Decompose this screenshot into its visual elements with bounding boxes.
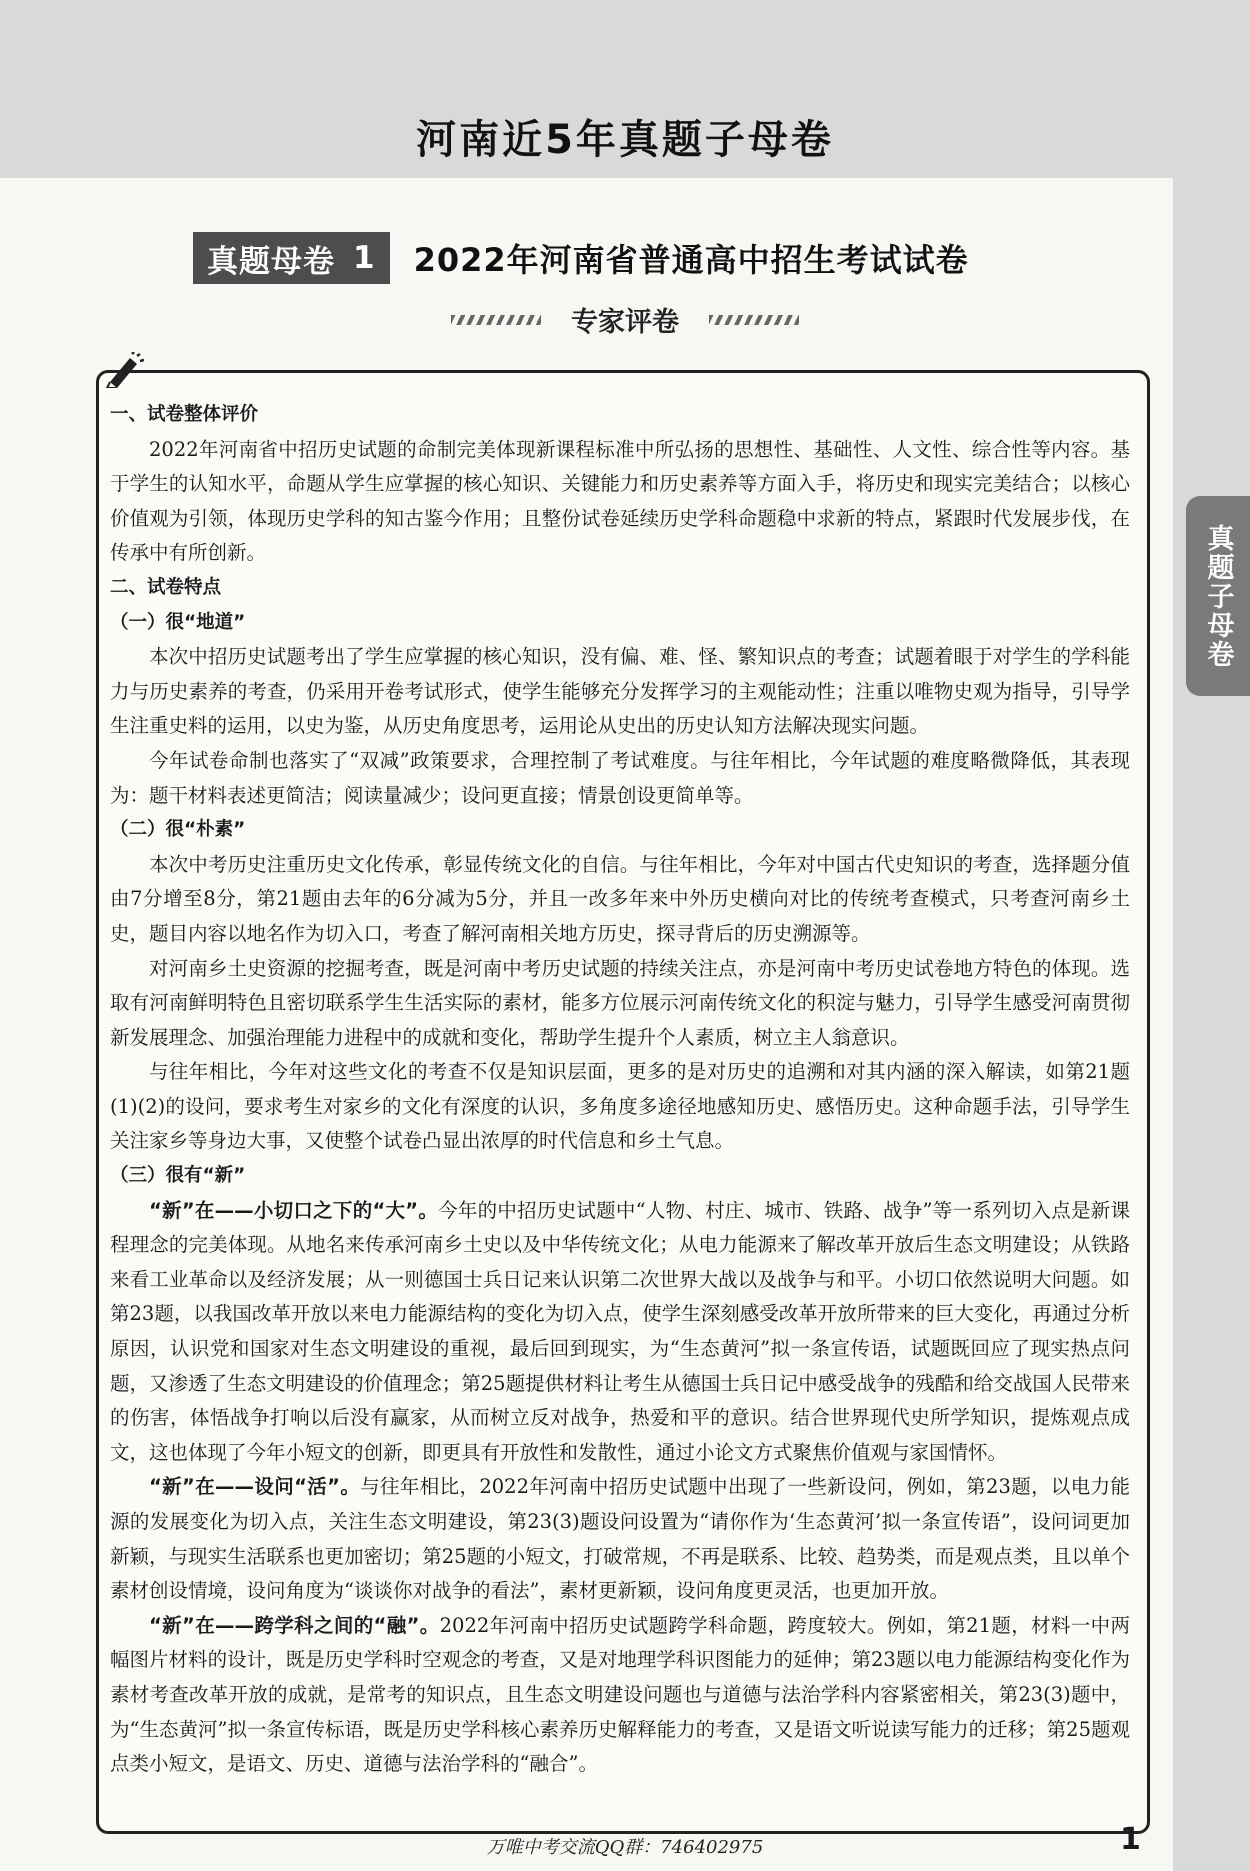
- page-number: 1: [1120, 1822, 1141, 1857]
- paragraph: 本次中招历史试题考出了学生应掌握的核心知识，没有偏、难、怪、繁知识点的考查；试题着眼于对学生的学科能力与历史素养的考查，仍采用开卷考试形式，使学生能够充分发挥学习的主观能动性；注重以唯物史观为指导，引导学生注重史料的运用，以史为鉴，从历史角度思考，运用论从史出的历史认知方法解决现实问题。: [110, 645, 1130, 738]
- side-tab[interactable]: 真题子母卷: [1186, 496, 1250, 696]
- section-heading: （一）很“地道”: [110, 611, 246, 633]
- section-heading: 二、试卷特点: [110, 576, 222, 598]
- paragraph-text: 2022年河南中招历史试题跨学科命题，跨度较大。例如，第21题，材料一中两幅图片材料的设计，既是历史学科时空观念的考查，又是对地理学科识图能力的延伸；第23题以电力能源结构变化作为素材考查改革开放的成就，是常考的知识点，且生态文明建设问题也与道德与法治学科内容紧密相关，第23(3)题中，为“生态黄河”拟一条宣传标语，既是历史学科核心素养历史解释能力的考查，又是语文听说读写能力的迁移；第25题观点类小短文，是语文、历史、道德与法治学科的“融合”。: [110, 1613, 1130, 1776]
- paragraph-lead: “新”在——设问“活”。: [149, 1475, 361, 1499]
- paper-badge: [193, 232, 390, 284]
- section-heading: （二）很“朴素”: [110, 819, 246, 841]
- pen-icon: [104, 352, 144, 388]
- paragraph: [110, 1609, 1130, 1782]
- page-title: 河南近5年真题子母卷: [416, 117, 834, 163]
- paragraph: 本次中考历史注重历史文化传承，彰显传统文化的自信。与往年相比，今年对中国古代史知识的考查，选择题分值由7分增至8分，第21题由去年的6分减为5分，并且一改多年来中外历史横向对比的传统考查模式，只考查河南乡土史，题目内容以地名作为切入口，考查了解河南相关地方历史，探寻背后的历史溯源等。: [110, 852, 1130, 945]
- paragraph-lead: “新”在——小切口之下的“大”。: [149, 1198, 439, 1222]
- badge-number: 1: [353, 240, 376, 276]
- exam-header: [193, 232, 969, 284]
- section-heading: 一、试卷整体评价: [110, 404, 259, 425]
- badge-label: 真题母卷: [207, 243, 335, 280]
- right-stripe-decoration: [709, 315, 799, 325]
- paragraph: 与往年相比，今年对这些文化的考查不仅是知识层面，更多的是对历史的追溯和对其内涵的深入解读，如第21题(1)(2)的设问，要求考生对家乡的文化有深度的认识，多角度多途径地感知历史、感悟历史。这种命题手法，引导学生关注家乡等身边大事，又使整个试卷凸显出浓厚的时代信息和乡土气息。: [110, 1060, 1130, 1153]
- left-stripe-decoration: [451, 315, 541, 325]
- paragraph: [110, 1194, 1130, 1471]
- exam-title: 2022年河南省普通高中招生考试试卷: [413, 241, 969, 279]
- paragraph-text: 与往年相比，2022年河南中招历史试题中出现了一些新设问，例如，第23题，以电力能源的发展变化为切入点，关注生态文明建设，第23(3)题设问设置为“请你作为‘生态黄河’拟一条宣传语”，设问词更加新颖，与现实生活联系也更加密切；第25题的小短文，打破常规，不再是联系、比较、趋势类，而是观点类，且以单个素材创设情境，设问角度为“谈谈你对战争的看法”，素材更新颖，设问角度更灵活，也更加开放。: [110, 1475, 1130, 1603]
- paragraph: [110, 1470, 1130, 1608]
- paragraph: 对河南乡土史资源的挖掘考查，既是河南中考历史试题的持续关注点，亦是河南中考历史试卷地方特色的体现。选取有河南鲜明特色且密切联系学生生活实际的素材，能多方位展示河南传统文化的积淀与魅力，引导学生感受河南贯彻新发展理念、加强治理能力进程中的成就和变化，帮助学生提升个人素质，树立主人翁意识。: [110, 956, 1130, 1049]
- section-heading: （三）很有“新”: [110, 1165, 246, 1187]
- paragraph: 今年试卷命制也落实了“双减”政策要求，合理控制了考试难度。与往年相比，今年试题的难度略微降低，其表现为：题干材料表述更简洁；阅读量减少；设问更直接；情景创设更简单等。: [110, 748, 1130, 807]
- sub-header: [0, 300, 1250, 339]
- paragraph-lead: “新”在——跨学科之间的“融”。: [149, 1613, 440, 1637]
- paragraph-text: 今年的中招历史试题中“人物、村庄、城市、铁路、战争”等一系列切入点是新课程理念的完美体现。从地名来传承河南乡土史以及中华传统文化；从电力能源来了解改革开放后生态文明建设；从铁路来看工业革命以及经济发展；从一则德国士兵日记来认识第二次世界大战以及战争与和平。小切口依然说明大问题。如第23题，以我国改革开放以来电力能源结构的变化为切入点，使学生深刻感受改革开放所带来的巨大变化，再通过分析原因，认识党和国家对生态文明建设的重视，最后回到现实，为“生态黄河”拟一条宣传语，试题既回应了现实热点问题，又渗透了生态文明建设的价值理念；第25题提供材料让考生从德国士兵日记中感受战争的残酷和给交战国人民带来的伤害，体悟战争打响以后没有赢家，从而树立反对战争，热爱和平的意识。结合世界现代史所学知识，提炼观点成文，这也体现了今年小短文的创新，即更具有开放性和发散性，通过小论文方式聚焦价值观与家国情怀。: [110, 1198, 1130, 1464]
- sub-header-text: 专家评卷: [571, 307, 679, 338]
- paragraph: 2022年河南省中招历史试题的命制完美体现新课程标准中所弘扬的思想性、基础性、人文性、综合性等内容。基于学生的认知水平，命题从学生应掌握的核心知识、关键能力和历史素养等方面入手，将历史和现实完美结合；以核心价值观为引领，体现历史学科的知古鉴今作用；且整份试卷延续历史学科命题稳中求新的特点，紧跟时代发展步伐，在传承中有所创新。: [110, 437, 1130, 565]
- footer-text: 万唯中考交流QQ群：746402975: [486, 1837, 764, 1858]
- review-content: [110, 398, 1130, 1782]
